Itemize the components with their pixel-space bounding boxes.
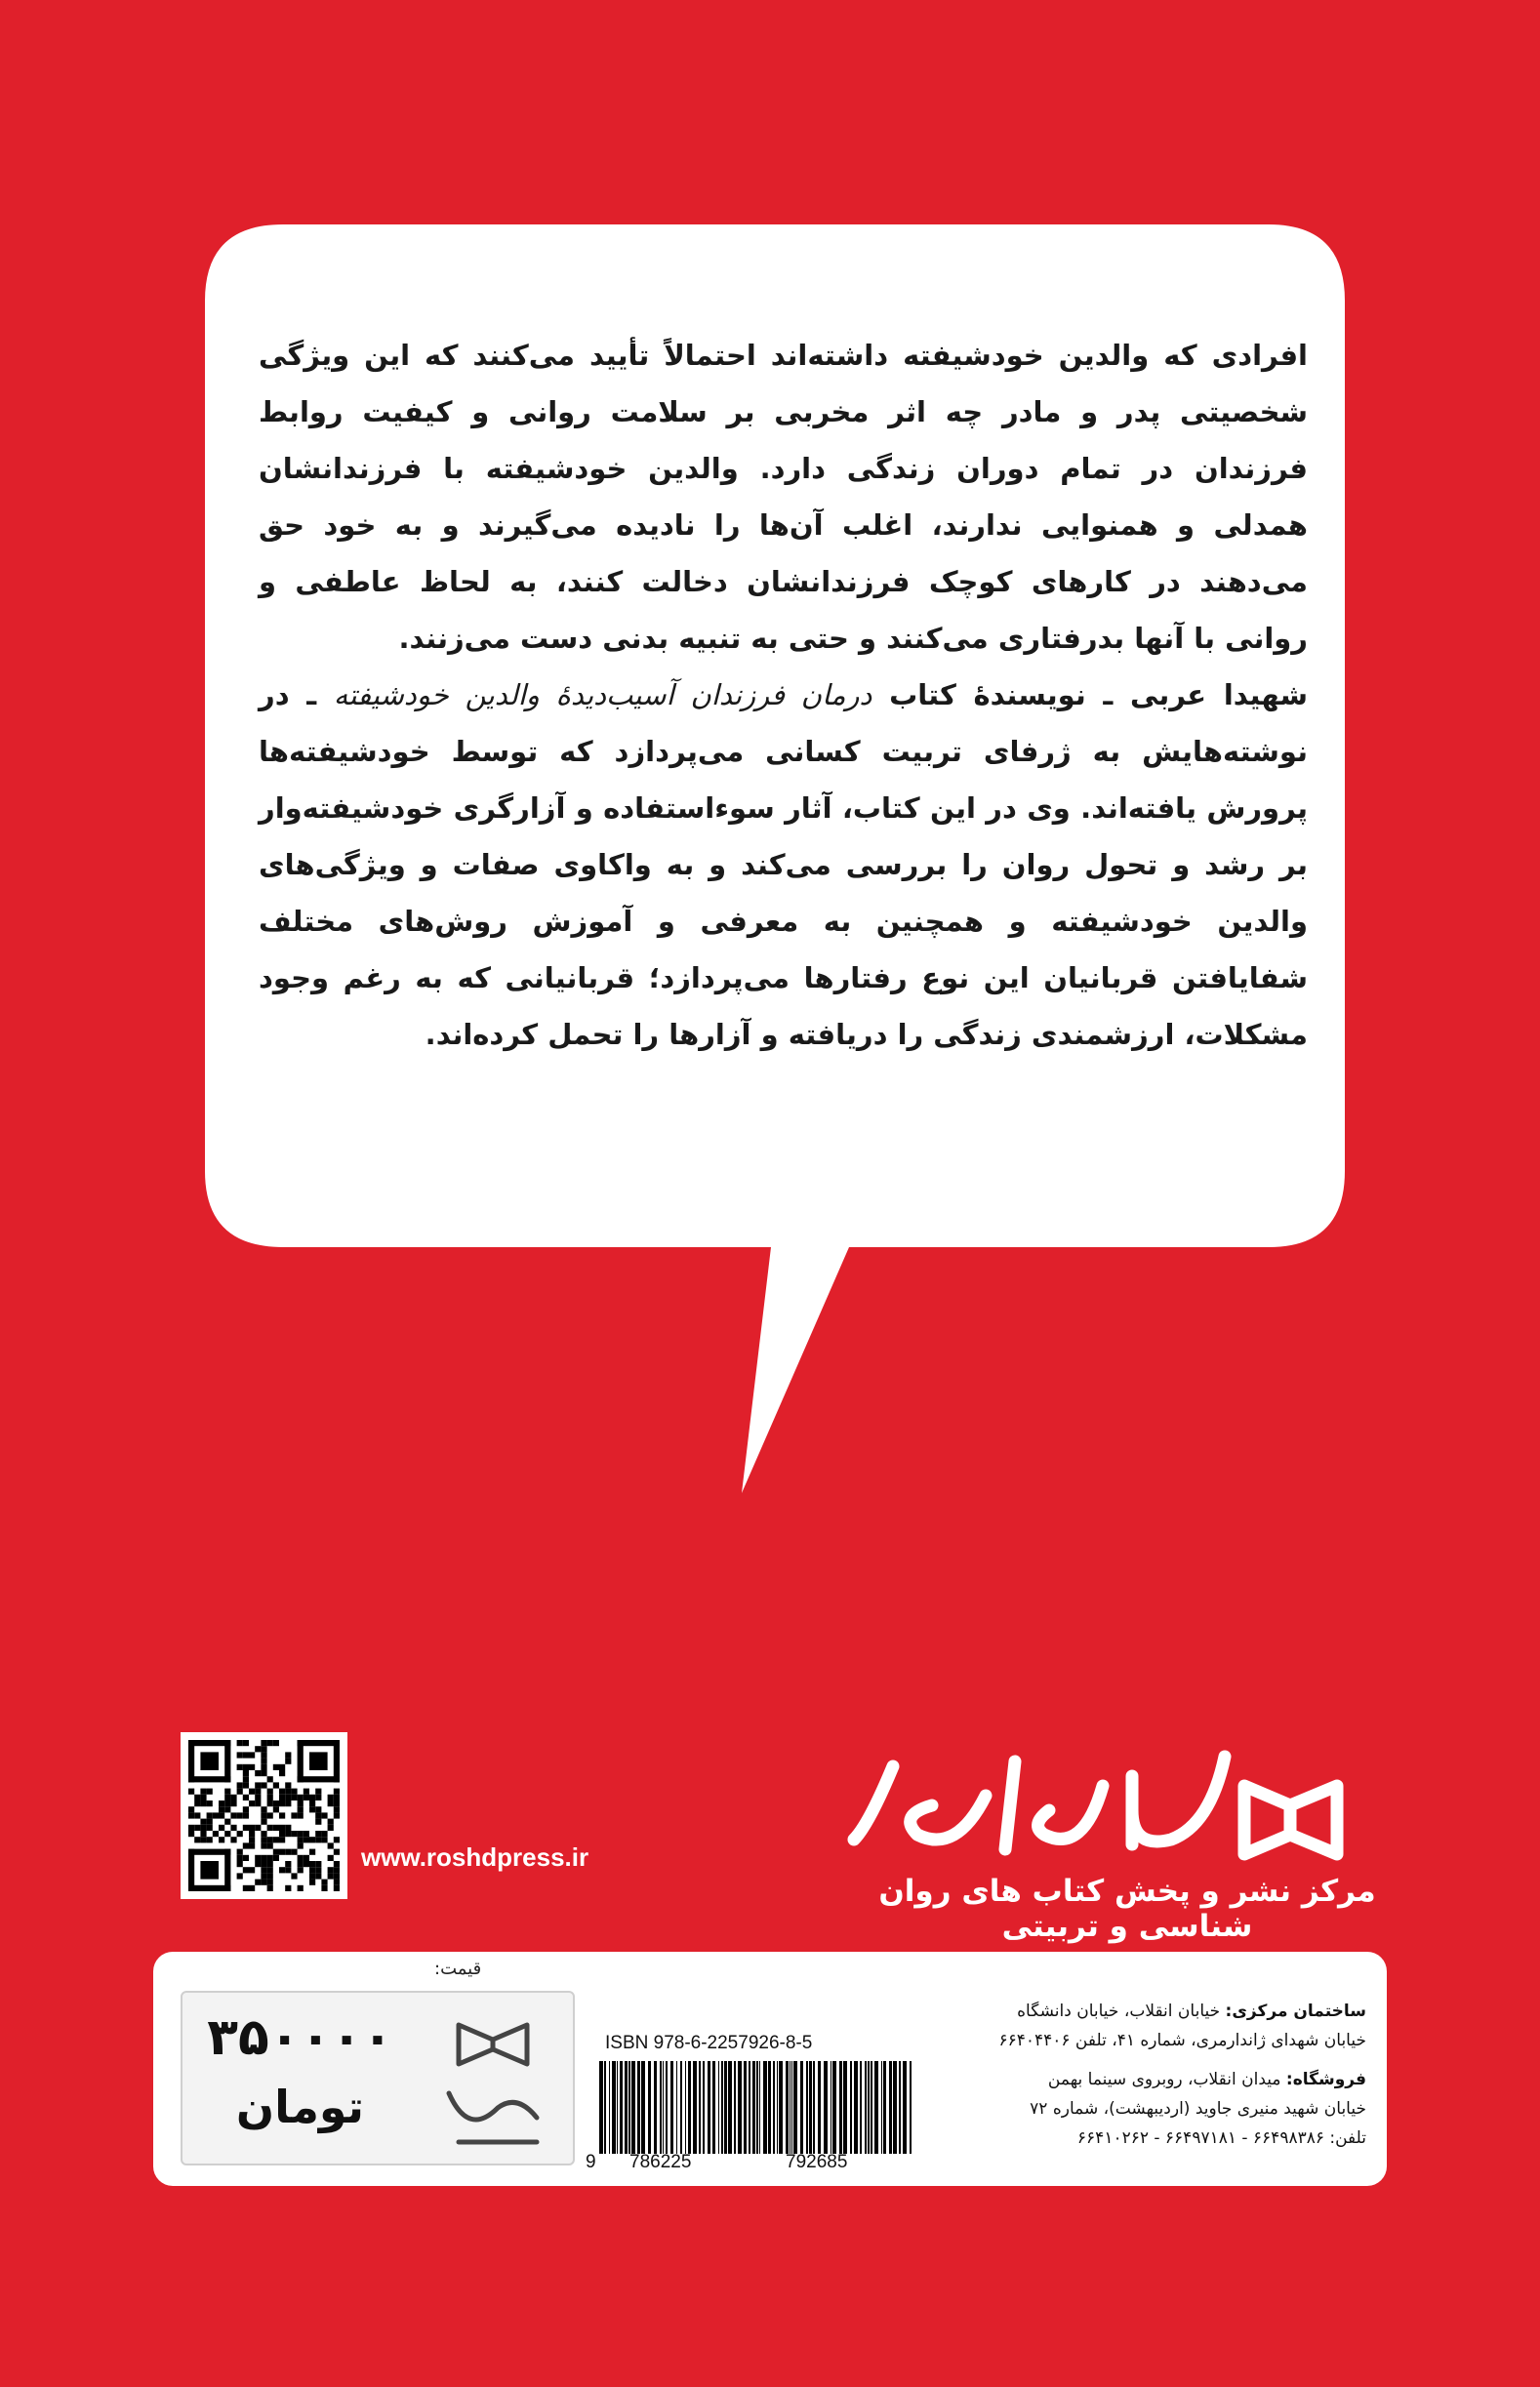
- publisher-logo-text: انتشارات جوانه رشد: [1093, 1722, 1226, 1741]
- stamp-text: انتشارات رشد: [493, 2140, 586, 2159]
- back-cover-blurb: [259, 327, 1308, 1063]
- blurb-book-title: درمان فرزندان آسیب‌دیدهٔ والدین خودشیفته: [333, 678, 872, 711]
- isbn-label: ISBN 978-6-2257926-8-5: [605, 2033, 813, 2053]
- price-amount: ۳۵۰۰۰۰: [207, 2008, 393, 2067]
- publisher-address: [927, 1997, 1366, 2153]
- address-store-line-1: میدان انقلاب، روبروی سینما بهمن: [1047, 2070, 1286, 2089]
- website-url[interactable]: www.roshdpress.ir: [361, 1842, 589, 1872]
- address-store-line-2: خیابان شهید منیری جاوید (اردیبهشت)، شماره ۷۲: [1030, 2099, 1366, 2119]
- address-store-label: فروشگاه:: [1285, 2070, 1366, 2089]
- address-central-line-2: خیابان شهدای ژاندارمری، شماره ۴۱، تلفن ۶۶۴۰۴۴۰۶: [998, 2031, 1366, 2050]
- address-central: [927, 1997, 1366, 2026]
- price-label: قیمت:: [434, 1959, 482, 1979]
- blurb-paragraph-1: افرادی که والدین خودشیفته داشته‌اند احتمالاً تأیید می‌کنند که این ویژگی شخصیتی پدر و مادر چه اثر مخربی بر سلامت روانی و کیفیت روابط فرزندان در تمام دوران زندگی دارد. والدین خودشیفته با فرزندانشان همدلی و همنوایی ندارند، اغلب آن‌ها را نادیده می‌گیرند و به خود حق می‌دهند در کارهای کوچک فرزندانشان دخالت کنند، به لحاظ عاطفی و روانی با آنها بدرفتاری می‌کنند و حتی به تنبیه بدنی دست می‌زنند.: [259, 339, 1308, 655]
- qr-code[interactable]: [181, 1732, 347, 1899]
- blurb-paragraph-2-rest: ـ در نوشته‌هایش به ژرفای تربیت کسانی می‌پردازد که توسط خودشیفته‌ها پرورش یافته‌اند. وی در این کتاب، آثار سوءاستفاده و آزارگری خودشیفته‌وار بر رشد و تحول روان را بررسی می‌کند و به واکاوی صفات و ویژگی‌های والدین خودشیفته و همچنین به معرفی و آموزش روش‌های مختلف شفایافتن قربانیان این نوع رفتارها می‌پردازد؛ قربانیانی که به رغم وجود مشکلات، ارزشمندی زندگی را دریافته و آزارها را تحمل کرده‌اند.: [259, 678, 1308, 1051]
- blurb-paragraph-2: [259, 667, 1308, 1063]
- barcode-digit-group-2: 792685: [786, 2152, 848, 2172]
- address-store-phone: تلفن: ۶۶۴۹۸۳۸۶ - ۶۶۴۹۷۱۸۱ - ۶۶۴۱۰۲۶۲: [1076, 2128, 1366, 2148]
- barcode-digit-first: 9: [586, 2152, 596, 2172]
- blurb-author-intro: شهیدا عربی ـ نویسندهٔ کتاب: [871, 678, 1309, 711]
- publisher-logo: [839, 1718, 1347, 1883]
- address-central-line-1: خیابان انقلاب، خیابان دانشگاه: [1017, 2002, 1226, 2021]
- barcode-digit-group-1: 786225: [629, 2152, 692, 2172]
- publisher-stamp: [429, 2001, 586, 2159]
- price-unit: تومان: [235, 2081, 365, 2133]
- barcode: [586, 2061, 922, 2154]
- qr-code-icon: [188, 1740, 340, 1891]
- address-central-label: ساختمان مرکزی:: [1225, 2002, 1366, 2021]
- publisher-tagline: مرکز نشر و پخش کتاب های روان شناسی و تربیتی: [878, 1874, 1376, 1944]
- address-store: [927, 2065, 1366, 2094]
